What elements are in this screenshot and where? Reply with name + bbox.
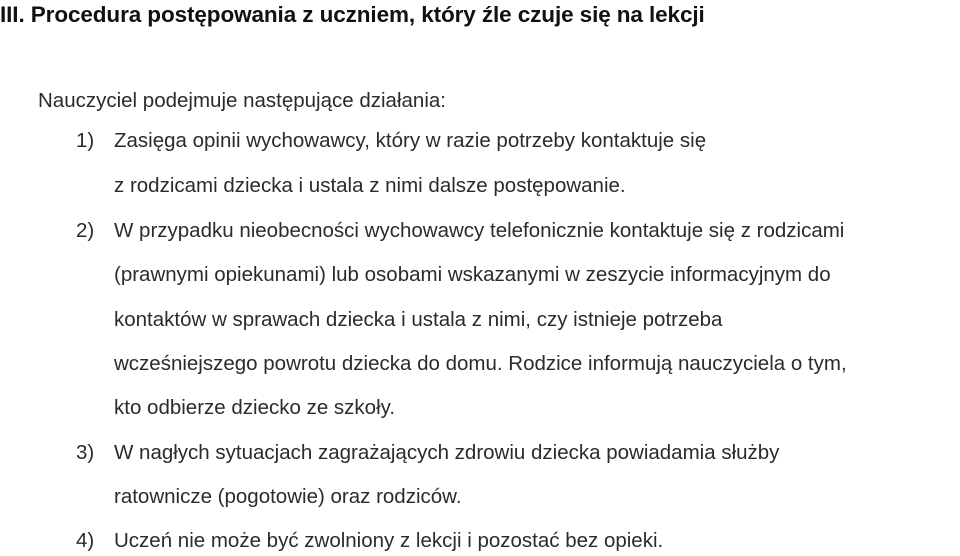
section-heading: III. Procedura postępowania z uczniem, który źle czuje się na lekcji (0, 2, 705, 27)
list-item-number-2: 2) (76, 219, 95, 242)
list-item-number-3: 3) (76, 441, 95, 464)
list-item-1-line-2: z rodzicami dziecka i ustala z nimi dalsze postępowanie. (114, 174, 626, 197)
list-item-3-line-2: ratownicze (pogotowie) oraz rodziców. (114, 485, 462, 508)
list-item-number-4: 4) (76, 529, 95, 552)
list-item-2-line-3: kontaktów w sprawach dziecka i ustala z nimi, czy istnieje potrzeba (114, 308, 723, 331)
list-item-2-line-4: wcześniejszego powrotu dziecka do domu. Rodzice informują nauczyciela o tym, (114, 352, 847, 375)
list-item-1-line-1: Zasięga opinii wychowawcy, który w razie potrzeby kontaktuje się (114, 129, 707, 152)
list-item-2-line-1: W przypadku nieobecności wychowawcy telefonicznie kontaktuje się z rodzicami (114, 219, 845, 242)
intro-text: Nauczyciel podejmuje następujące działania: (38, 89, 446, 112)
list-item-3-line-1: W nagłych sytuacjach zagrażających zdrowiu dziecka powiadamia służby (114, 441, 780, 464)
list-item-number-1: 1) (76, 129, 95, 152)
list-item-2-line-5: kto odbierze dziecko ze szkoły. (114, 396, 396, 419)
list-item-2-line-2: (prawnymi opiekunami) lub osobami wskazanymi w zeszycie informacyjnym do (114, 263, 831, 286)
list-item-4-line-1: Uczeń nie może być zwolniony z lekcji i pozostać bez opieki. (114, 529, 664, 552)
